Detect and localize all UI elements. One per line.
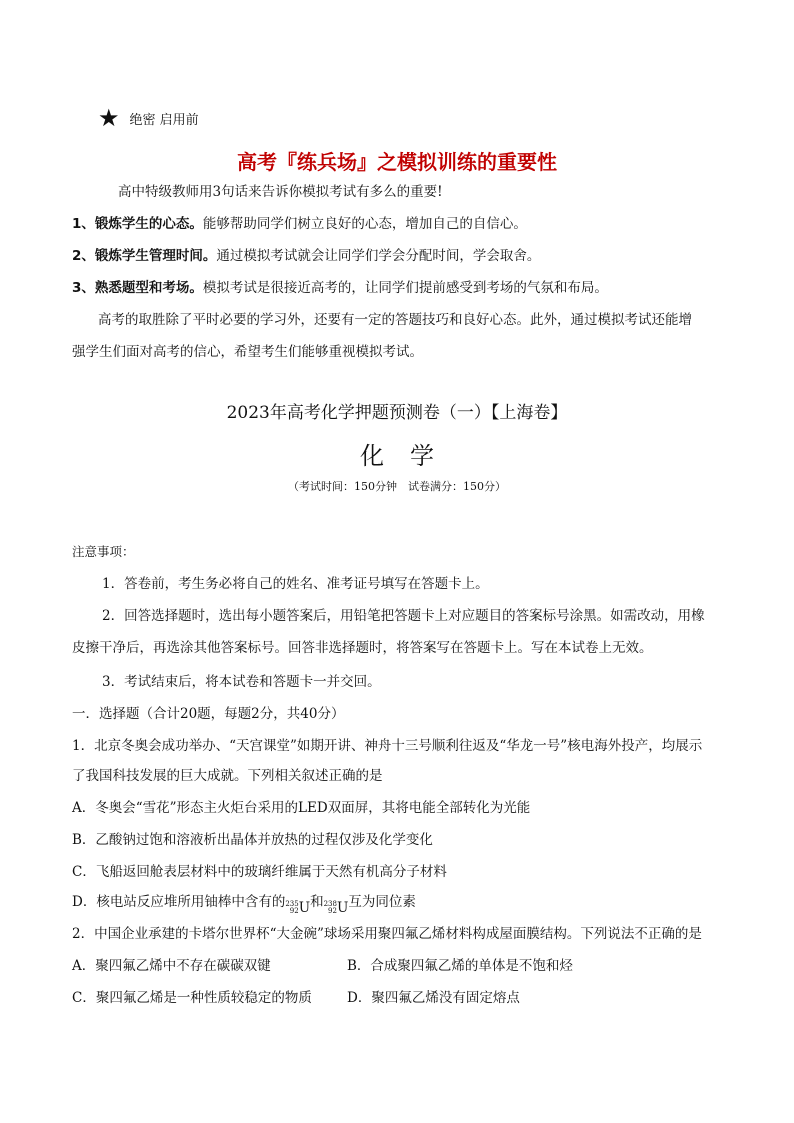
notice-item-2-line-2: 皮擦干净后，再选涂其他答案标号。回答非选择题时，将答案写在答题卡上。写在本试卷上无效。 bbox=[72, 640, 653, 656]
q2-option-b: B．合成聚四氟乙烯的单体是不饱和烃 bbox=[347, 958, 573, 974]
intro-point-1 bbox=[72, 214, 527, 234]
isotope-mass-number: 238 bbox=[323, 900, 337, 908]
q2-option-c: C．聚四氟乙烯是一种性质较稳定的物质 bbox=[72, 990, 312, 1006]
intro-point-2 bbox=[72, 246, 540, 266]
intro-closing-line-2: 强学生们面对高考的信心，希望考生们能够重视模拟考试。 bbox=[72, 344, 423, 360]
q1-stem-line-1: 1．北京冬奥会成功举办、“天宫课堂”如期开讲、神舟十三号顺利往返及“华龙一号”核电海外投产，均展示 bbox=[72, 738, 703, 754]
exam-title: 2023年高考化学押题预测卷（一）【上海卷】 bbox=[226, 403, 568, 423]
notice-item-1: 1．答卷前，考生务必将自己的姓名、准考证号填写在答题卡上。 bbox=[102, 576, 489, 592]
q2-options-row-2 bbox=[72, 988, 732, 1008]
star-icon: ★ bbox=[98, 104, 120, 132]
intro-point-body: 能够帮助同学们树立良好的心态，增加自己的自信心。 bbox=[202, 216, 527, 232]
section-heading: 一．选择题（合计20题，每题2分，共40分） bbox=[72, 706, 345, 722]
intro-point-head: 3、熟悉题型和考场。 bbox=[72, 280, 203, 296]
intro-point-head: 2、锻炼学生管理时间。 bbox=[72, 248, 217, 264]
exam-subject: 化学 bbox=[360, 442, 460, 470]
exam-info: （考试时间：150分钟 试卷满分：150分） bbox=[288, 480, 506, 493]
q1-option-d-prefix: D．核电站反应堆所用铀棒中含有的 bbox=[72, 894, 286, 910]
q1-option-b: B．乙酸钠过饱和溶液析出晶体并放热的过程仅涉及化学变化 bbox=[72, 832, 433, 848]
notice-item-3: 3．考试结束后，将本试卷和答题卡一并交回。 bbox=[102, 674, 381, 690]
notice-heading: 注意事项： bbox=[72, 544, 135, 559]
intro-lead: 高中特级教师用3句话来告诉你模拟考试有多么的重要! bbox=[118, 184, 443, 200]
secret-label: 绝密 启用前 bbox=[129, 112, 199, 128]
q2-option-d: D．聚四氟乙烯没有固定熔点 bbox=[347, 990, 520, 1006]
intro-point-body: 模拟考试是很接近高考的，让同学们提前感受到考场的气氛和布局。 bbox=[202, 280, 608, 296]
secret-label-row bbox=[98, 104, 199, 132]
isotope-u235 bbox=[285, 898, 310, 918]
isotope-symbol: U bbox=[298, 900, 311, 916]
q1-stem-line-2: 了我国科技发展的巨大成就。下列相关叙述正确的是 bbox=[72, 768, 383, 784]
isotope-symbol: U bbox=[336, 900, 349, 916]
intro-point-body: 通过模拟考试就会让同学们学会分配时间，学会取舍。 bbox=[216, 248, 541, 264]
q1-option-d bbox=[72, 892, 416, 918]
intro-point-3 bbox=[72, 278, 608, 298]
q2-options-row-1 bbox=[72, 956, 732, 976]
q1-option-a: A．冬奥会“雪花”形态主火炬台采用的LED双面屏，其将电能全部转化为光能 bbox=[72, 800, 531, 816]
isotope-mass-number: 235 bbox=[285, 900, 299, 908]
isotope-atomic-number: 92 bbox=[328, 907, 337, 915]
notice-item-2-line-1: 2．回答选择题时，选出每小题答案后，用铅笔把答题卡上对应题目的答案标号涂黑。如需改动，用橡 bbox=[102, 608, 705, 624]
q2-option-a: A．聚四氟乙烯中不存在碳碳双键 bbox=[72, 958, 271, 974]
q1-option-c: C．飞船返回舱表层材料中的玻璃纤维属于天然有机高分子材料 bbox=[72, 864, 447, 880]
promo-title: 高考『练兵场』之模拟训练的重要性 bbox=[237, 150, 557, 174]
intro-point-head: 1、锻炼学生的心态。 bbox=[72, 216, 203, 232]
q2-stem: 2．中国企业承建的卡塔尔世界杯“大金碗”球场采用聚四氟乙烯材料构成屋面膜结构。下列说法不正确的是 bbox=[72, 926, 702, 942]
intro-closing-line-1: 高考的取胜除了平时必要的学习外，还要有一定的答题技巧和良好心态。此外，通过模拟考试还能增 bbox=[98, 312, 692, 328]
isotope-u238 bbox=[324, 898, 349, 918]
q1-option-d-mid: 和 bbox=[310, 894, 324, 910]
isotope-atomic-number: 92 bbox=[289, 907, 299, 915]
q1-option-d-suffix: 互为同位素 bbox=[348, 894, 416, 910]
